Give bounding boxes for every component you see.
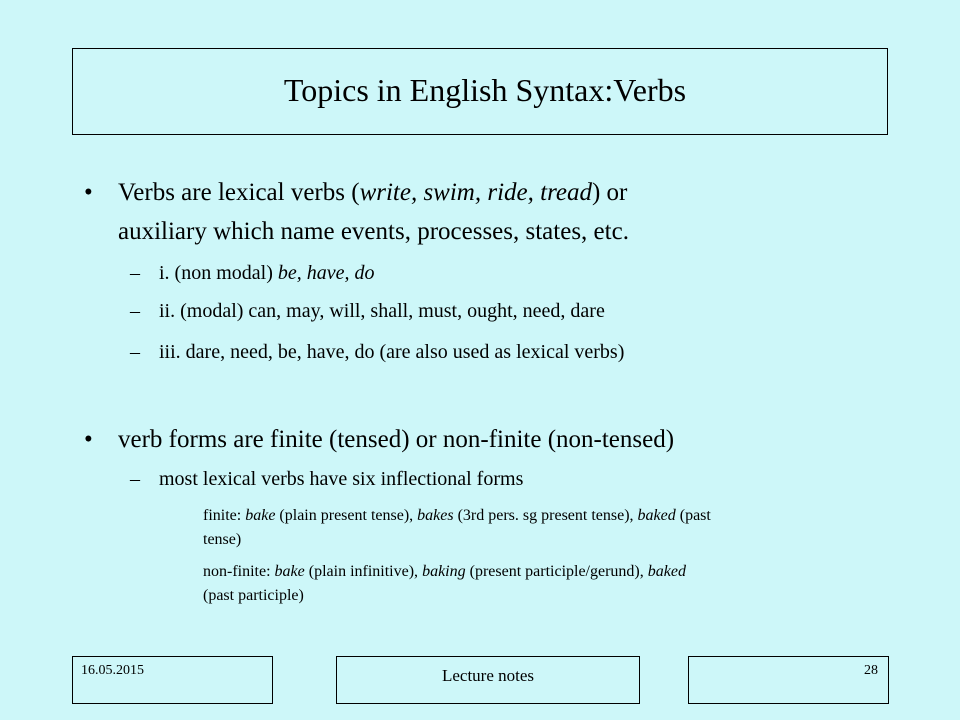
sub-item-3: iii. dare, need, be, have, do (are also used as lexical verbs) — [159, 341, 625, 363]
dash-marker: – — [130, 341, 140, 363]
bullet-marker: • — [84, 179, 93, 206]
footer-date: 16.05.2015 — [72, 656, 273, 704]
finite-line-1: finite: bake (plain present tense), bakes (3rd pers. sg present tense), baked (past — [203, 507, 711, 524]
footer-title: Lecture notes — [336, 656, 640, 704]
bullet-2-line: verb forms are finite (tensed) or non-finite (non-tensed) — [118, 426, 675, 453]
nonfinite-line-2: (past participle) — [203, 587, 304, 604]
dash-marker: – — [130, 262, 140, 284]
bullet-1-line-2: auxiliary which name events, processes, states, etc. — [118, 218, 629, 245]
dash-marker: – — [130, 468, 140, 490]
sub-item-4: most lexical verbs have six inflectional forms — [159, 468, 524, 490]
slide-title: Topics in English Syntax:Verbs — [283, 72, 687, 108]
nonfinite-line-1: non-finite: bake (plain infinitive), baking (present participle/gerund), baked — [203, 563, 686, 580]
bullet-1-line-1: Verbs are lexical verbs (write, swim, ride, tread) or — [118, 179, 628, 206]
sub-item-2: ii. (modal) can, may, will, shall, must, ought, need, dare — [159, 300, 605, 322]
sub-item-1: i. (non modal) be, have, do — [159, 262, 375, 284]
footer-page-number: 28 — [688, 656, 889, 704]
bullet-marker: • — [84, 426, 93, 453]
finite-line-2: tense) — [203, 531, 242, 548]
dash-marker: – — [130, 300, 140, 322]
